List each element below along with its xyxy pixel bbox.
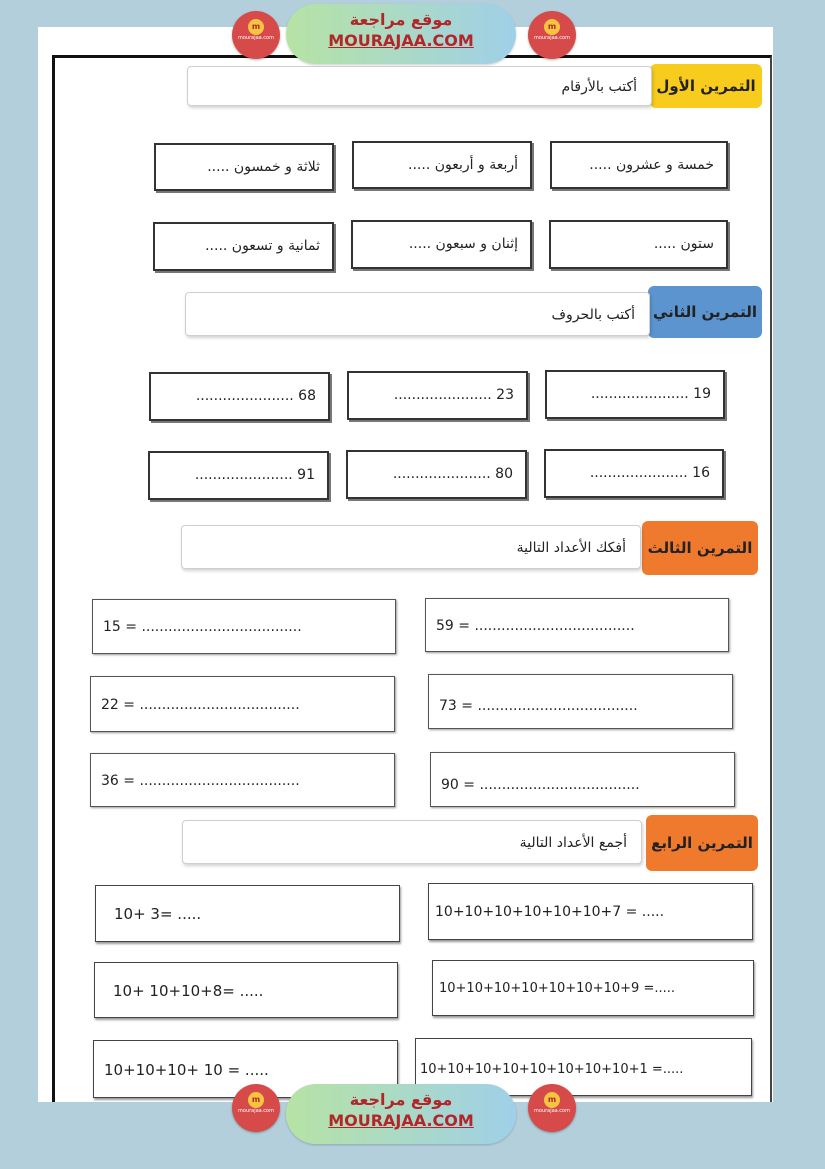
exercise4-instruction: أجمع الأعداد التالية <box>182 820 642 864</box>
site-domain: MOURAJAA.COM <box>328 31 474 50</box>
exercise4-item[interactable]: 10+ 10+10+8= ..... <box>94 962 398 1018</box>
site-badge-bottom[interactable] <box>286 1084 516 1144</box>
exercise4-item[interactable]: 10+ 3= ..... <box>95 885 400 942</box>
exercise1-item[interactable]: ثمانية و تسعون ..... <box>153 222 334 271</box>
exercise1-instruction: أكتب بالأرقام <box>187 66 652 106</box>
exercise2-instruction: أكتب بالحروف <box>185 292 650 336</box>
exercise3-item[interactable]: 22 = .................................... <box>90 676 395 732</box>
site-logo-icon: m mourajaa.com <box>528 11 576 59</box>
exercise4-item[interactable]: 10+10+10+10+10+10+10+10+1 =..... <box>415 1038 752 1096</box>
site-logo-icon: m mourajaa.com <box>232 11 280 59</box>
exercise3-item[interactable]: 15 = .................................... <box>92 599 396 654</box>
exercise4-title: التمرين الرابع <box>646 815 758 871</box>
site-logo-icon: m mourajaa.com <box>232 1084 280 1132</box>
exercise2-item[interactable]: 23 ...................... <box>347 371 528 420</box>
exercise2-item[interactable]: 80 ...................... <box>346 450 527 499</box>
site-badge-top[interactable] <box>286 4 516 64</box>
exercise3-title: التمرين الثالث <box>642 521 758 575</box>
exercise1-item[interactable]: أربعة و أربعون ..... <box>352 141 532 189</box>
exercise1-item[interactable]: ثلاثة و خمسون ..... <box>154 143 334 191</box>
site-logo-icon: m mourajaa.com <box>528 1084 576 1132</box>
exercise2-item[interactable]: 68 ...................... <box>149 372 330 421</box>
exercise2-title: التمرين الثاني <box>648 286 762 338</box>
exercise4-item[interactable]: 10+10+10+10+10+10+7 = ..... <box>428 883 753 940</box>
exercise3-item[interactable]: 59 = .................................... <box>425 598 729 652</box>
exercise2-item[interactable]: 19 ...................... <box>545 370 725 419</box>
site-domain: MOURAJAA.COM <box>328 1111 474 1130</box>
exercise1-item[interactable]: خمسة و عشرون ..... <box>550 141 728 189</box>
exercise2-item[interactable]: 91 ...................... <box>148 451 329 500</box>
exercise1-item[interactable]: ستون ..... <box>549 220 728 269</box>
exercise1-item[interactable]: إثنان و سبعون ..... <box>351 220 532 269</box>
exercise3-instruction: أفكك الأعداد التالية <box>181 525 641 569</box>
exercise4-item[interactable]: 10+10+10+ 10 = ..... <box>93 1040 398 1098</box>
exercise3-item[interactable]: 73 = .................................... <box>428 674 733 729</box>
exercise3-item[interactable]: 90 = .................................... <box>430 752 735 807</box>
exercise1-title: التمرين الأول <box>650 64 762 108</box>
site-arabic-name: موقع مراجعة <box>349 1090 453 1109</box>
exercise4-item[interactable]: 10+10+10+10+10+10+10+9 =..... <box>432 960 754 1016</box>
exercise2-item[interactable]: 16 ...................... <box>544 449 724 498</box>
site-arabic-name: موقع مراجعة <box>349 10 453 29</box>
worksheet-frame <box>52 55 772 1102</box>
exercise3-item[interactable]: 36 = .................................... <box>90 753 395 807</box>
